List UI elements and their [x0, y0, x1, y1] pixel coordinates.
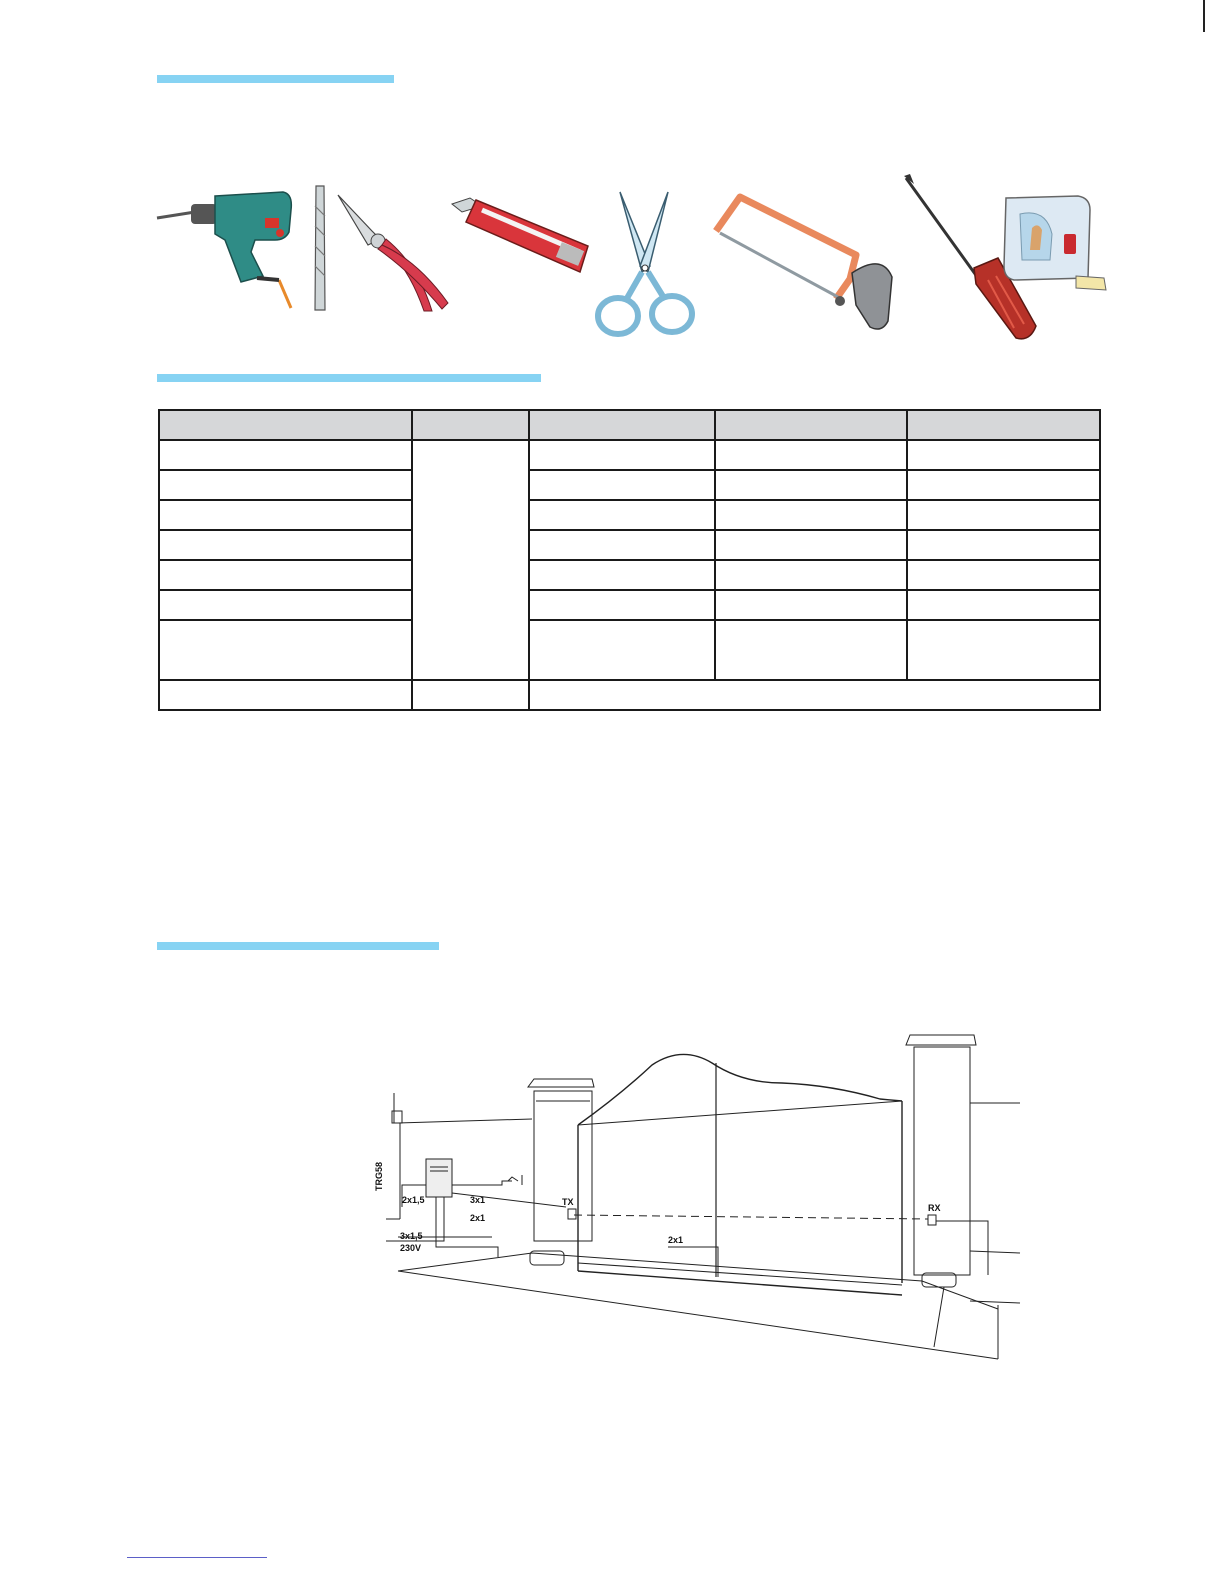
table-row	[159, 530, 1100, 560]
table-cell	[529, 620, 715, 680]
table-cell	[907, 440, 1100, 470]
table-row	[159, 590, 1100, 620]
utility-knife-icon	[452, 196, 594, 276]
section-bar-installation	[157, 942, 439, 950]
table-cell	[715, 560, 907, 590]
table-cell-merged	[529, 680, 1100, 710]
table-cell	[715, 590, 907, 620]
table-cell	[907, 470, 1100, 500]
table-cell	[715, 620, 907, 680]
table-cell	[907, 500, 1100, 530]
tape-measure-icon	[1002, 194, 1110, 292]
page-edge-mark	[1203, 0, 1205, 32]
table-cell	[159, 560, 412, 590]
cable-table	[158, 409, 1101, 711]
installation-diagram	[362, 975, 1038, 1390]
label-photocell-cable: 2x1	[470, 1213, 486, 1223]
drill-bit-icon	[310, 186, 330, 310]
table-cell	[529, 560, 715, 590]
label-mains-cable: 3x1,5	[400, 1231, 423, 1241]
table-cell	[907, 590, 1100, 620]
table-cell	[159, 680, 412, 710]
diagram-labels	[374, 1162, 941, 1253]
table-cell	[159, 470, 412, 500]
table-row	[159, 470, 1100, 500]
table-cell	[907, 560, 1100, 590]
label-lamp-cable: 3x1	[470, 1195, 486, 1205]
label-antenna-cable: TRG58	[374, 1161, 384, 1191]
table-header-cell	[715, 410, 907, 440]
table-cell	[529, 440, 715, 470]
table-cell	[907, 530, 1100, 560]
label-transmitter: TX	[562, 1197, 574, 1207]
footer-rule	[127, 1557, 267, 1558]
table-row	[159, 440, 1100, 470]
table-cell	[907, 620, 1100, 680]
section-bar-tools	[157, 75, 394, 83]
table-cell	[715, 500, 907, 530]
label-mains-voltage: 230V	[400, 1243, 422, 1253]
table-header-row	[159, 410, 1100, 440]
table-cell	[529, 470, 715, 500]
label-receiver: RX	[928, 1203, 941, 1213]
table-cell	[159, 590, 412, 620]
table-cell	[715, 470, 907, 500]
table-cell	[159, 440, 412, 470]
table-header-cell	[907, 410, 1100, 440]
table-cell	[412, 680, 529, 710]
table-cell	[159, 500, 412, 530]
electric-drill-icon	[155, 188, 295, 312]
table-cell	[159, 530, 412, 560]
pliers-icon	[338, 195, 450, 313]
label-gate-cable: 2x1	[668, 1235, 684, 1245]
table-header-cell	[412, 410, 529, 440]
label-control-power: 2x1,5	[402, 1195, 425, 1205]
table-header-cell	[529, 410, 715, 440]
table-row	[159, 500, 1100, 530]
table-cell	[715, 530, 907, 560]
section-bar-cables	[157, 374, 541, 382]
table-cell	[159, 620, 412, 680]
table-row	[159, 560, 1100, 590]
table-header-cell	[159, 410, 412, 440]
table-row	[159, 620, 1100, 680]
table-row	[159, 680, 1100, 710]
table-cell	[715, 440, 907, 470]
table-cell-merged	[412, 440, 529, 680]
scissors-icon	[596, 192, 696, 338]
hacksaw-icon	[712, 193, 898, 333]
table-cell	[529, 500, 715, 530]
table-cell	[529, 590, 715, 620]
table-cell	[529, 530, 715, 560]
